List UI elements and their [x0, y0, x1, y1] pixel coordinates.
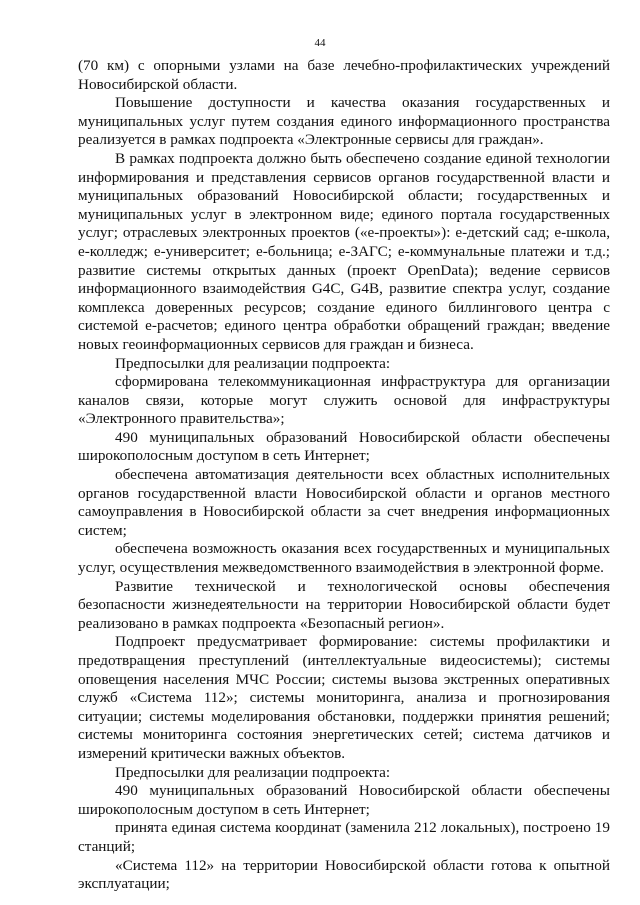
paragraph: сформирована телекоммуникационная инфраструктура для организации каналов связи, которые могут служить основой для инфраструктуры «Электронного правительства»; — [78, 373, 610, 428]
body-text — [78, 57, 610, 894]
paragraph: принята единая система координат (заменила 212 локальных), построено 19 станций; — [78, 819, 610, 855]
paragraph: Развитие технической и технологической основы обеспечения безопасности жизнедеятельности на территории Новосибирской области будет реализовано в рамках подпроекта «Безопасный регион». — [78, 577, 610, 632]
paragraph: «Система 112» на территории Новосибирской области готова к опытной эксплуатации; — [78, 856, 610, 893]
paragraph: Повышение доступности и качества оказания государственных и муниципальных услуг путем создания единого информационного пространства реализуется в рамках подпроекта «Электронные сервисы для граждан». — [78, 94, 610, 149]
paragraph: В рамках подпроекта должно быть обеспечено создание единой технологии информирования и представления сервисов органов государственной власти и муниципальных образований Новосибирской области; государственных и муниципальных услуг в электронном виде; единого портала государственных услуг; отраслевых электронных проектов («е-проекты»): е-детский сад; е-школа, е-колледж; е-университет; е-больница; е-ЗАГС; е-коммунальные платежи и т.д.; развитие системы открытых данных (проект OpenData); ведение сервисов информационного взаимодействия G4C, G4B, развитие спектра услуг, создание комплекса доверенных ресурсов; создание единого биллингового центра с системой е-расчетов; единого центра обработки обращений граждан; введение новых геоинформационных сервисов для граждан и бизнеса. — [78, 149, 610, 353]
page-number: 44 — [314, 37, 326, 49]
paragraph: Предпосылки для реализации подпроекта: — [115, 354, 391, 372]
paragraph: Подпроект предусматривает формирование: системы профилактики и предотвращения преступлений (интеллектуальные видеосистемы); системы оповещения населения МЧС России; системы вызова экстренных оперативных служб «Система 112»; системы мониторинга, анализа и прогнозирования ситуации; системы моделирования обстановки, поддержки принятия решений; системы мониторинга состояния энергетических сетей; система датчиков и измерений критически важных объектов. — [78, 633, 610, 762]
paragraph: Предпосылки для реализации подпроекта: — [115, 763, 391, 781]
paragraph: 490 муниципальных образований Новосибирской области обеспечены широкополосным доступом в сеть Интернет; — [78, 428, 610, 465]
paragraph: 490 муниципальных образований Новосибирской области обеспечены широкополосным доступом в сеть Интернет; — [78, 782, 610, 818]
paragraph: (70 км) с опорными узлами на базе лечебно-профилактических учреждений Новосибирской области. — [78, 57, 610, 93]
paragraph: обеспечена возможность оказания всех государственных и муниципальных услуг, осуществления межведомственного взаимодействия в электронной форме. — [78, 540, 610, 577]
paragraph: обеспечена автоматизация деятельности всех областных исполнительных органов государственной власти Новосибирской области и органов местного самоуправления в Новосибирской области за счет внедрения информационных систем; — [78, 466, 610, 539]
